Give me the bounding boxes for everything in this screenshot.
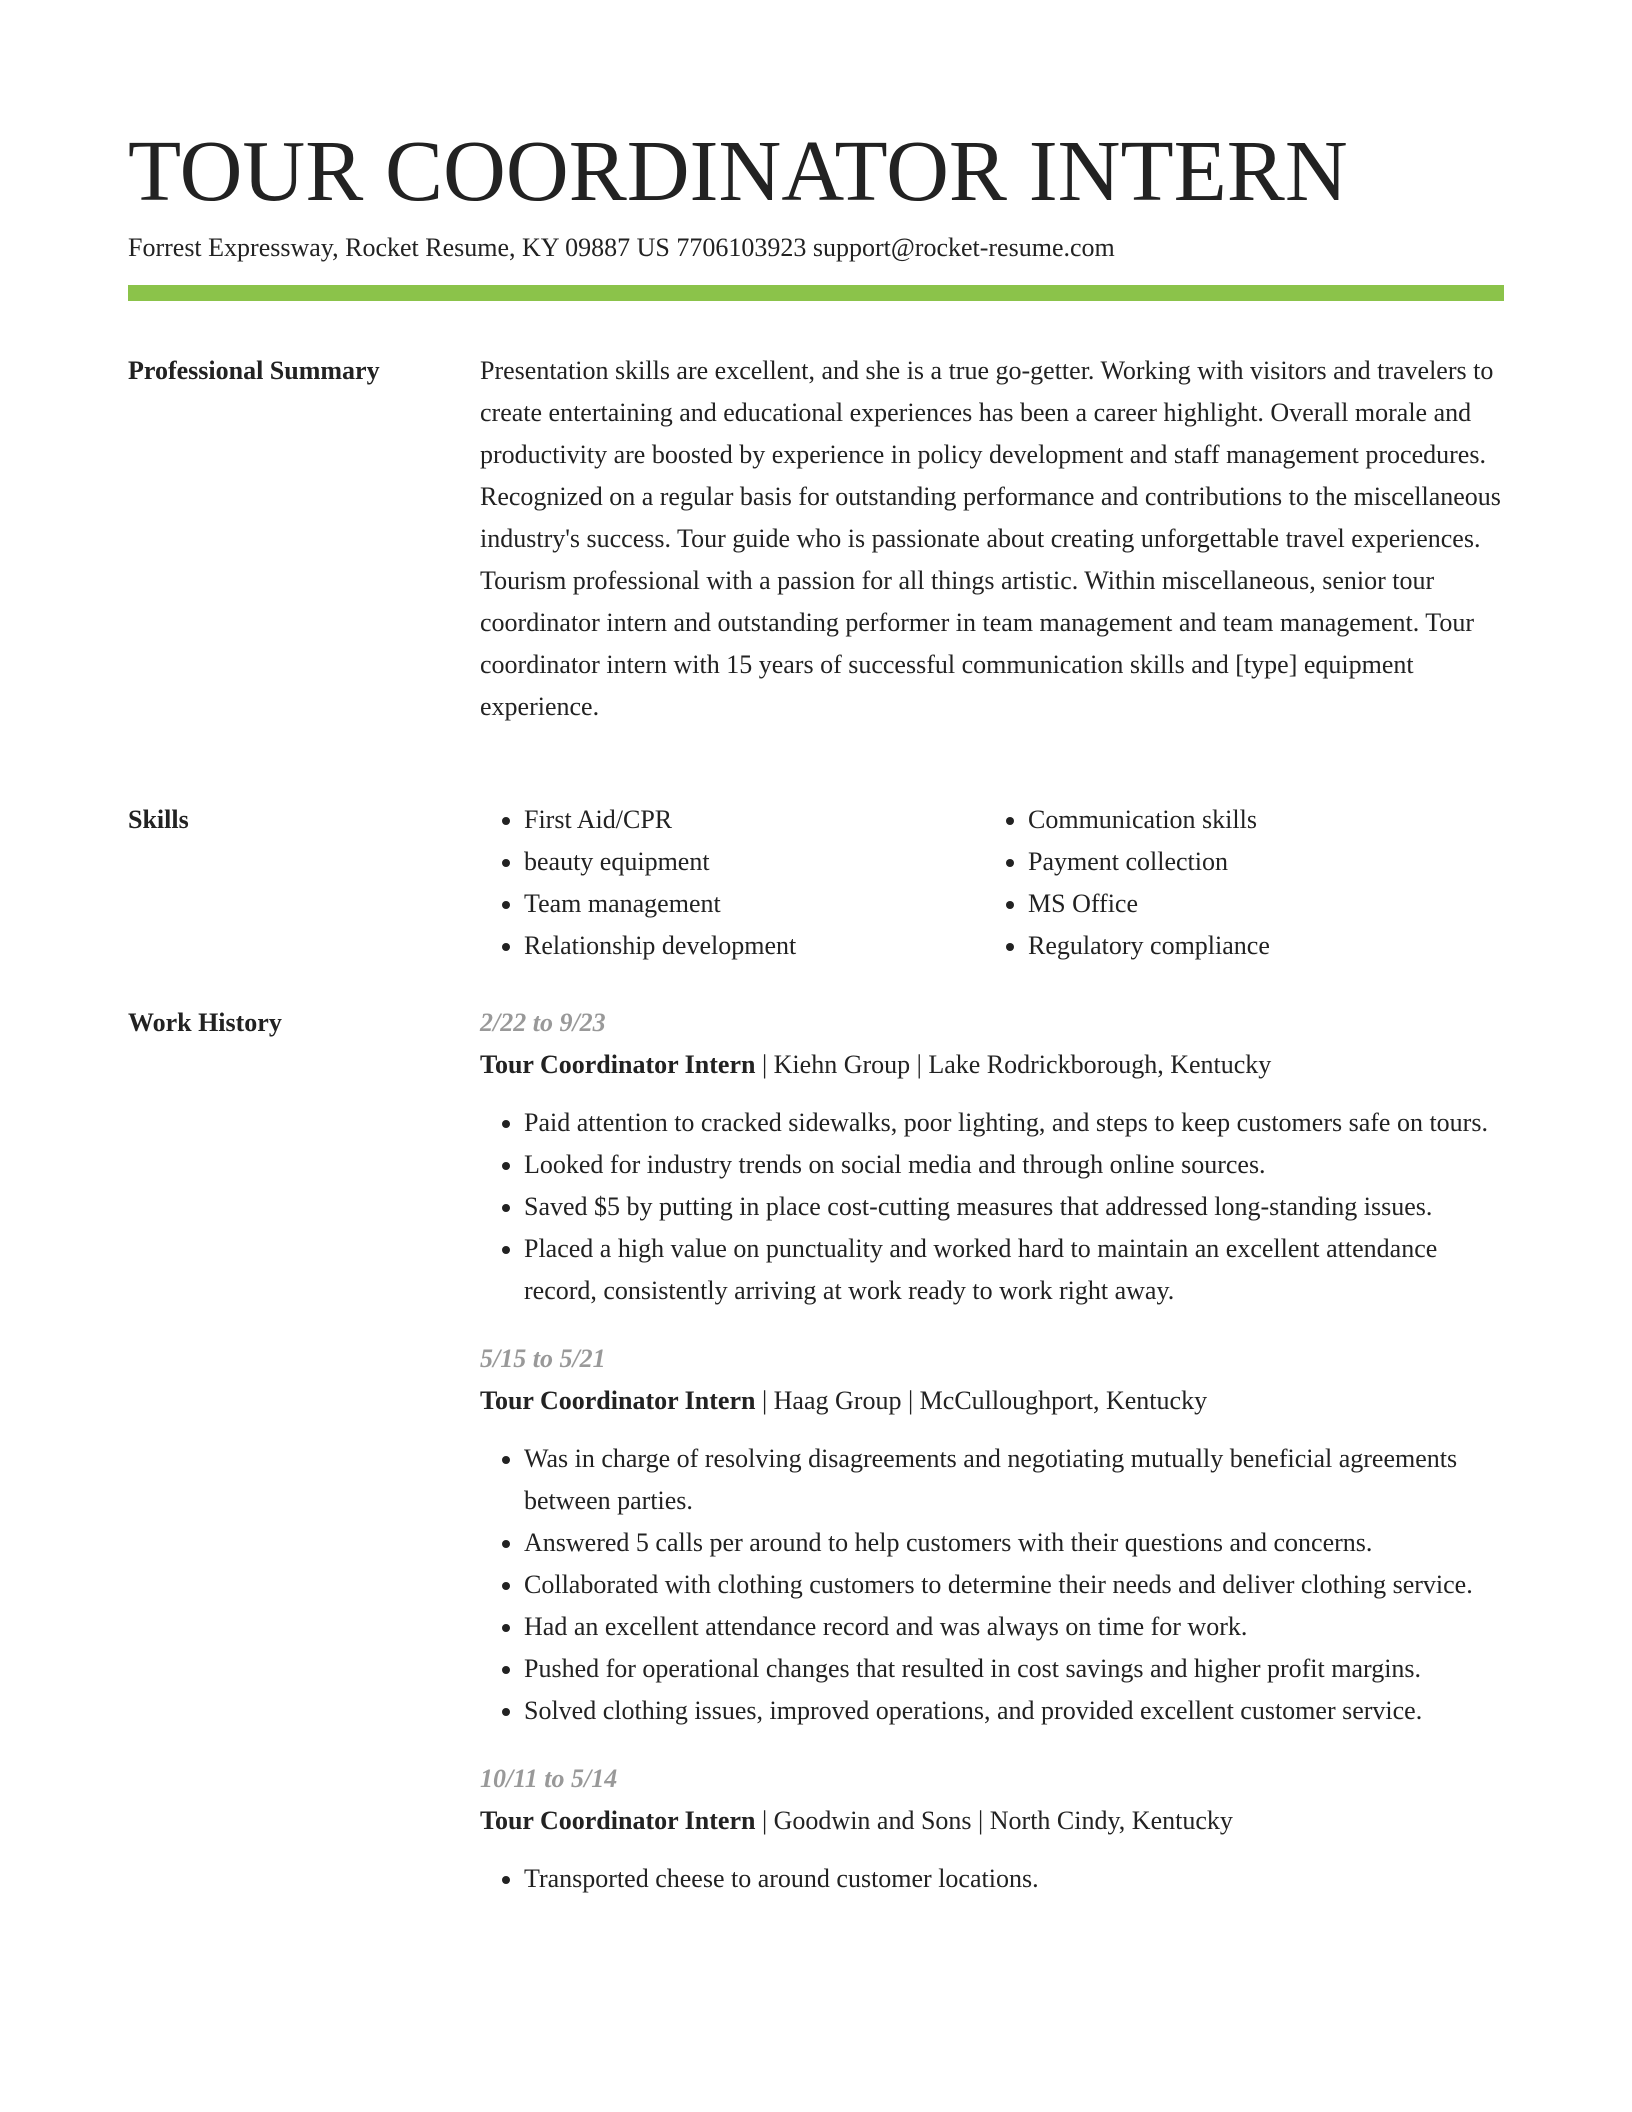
skill-item: • beauty equipment <box>524 841 984 883</box>
skills-list-left <box>480 799 984 967</box>
job-bullet: • Pushed for operational changes that resulted in cost savings and higher profit margins. <box>524 1648 1504 1690</box>
skill-item: • Regulatory compliance <box>1028 925 1488 967</box>
job-entry <box>480 1002 1504 1312</box>
skills-list-right <box>984 799 1488 967</box>
job-bullet: • Was in charge of resolving disagreements and negotiating mutually beneficial agreements between parties. <box>524 1438 1504 1522</box>
job-title: Tour Coordinator Intern <box>480 1050 756 1079</box>
job-bullet: • Looked for industry trends on social media and through online sources. <box>524 1144 1504 1186</box>
job-heading <box>480 1044 1504 1086</box>
job-bullet: • Collaborated with clothing customers to determine their needs and deliver clothing service. <box>524 1564 1504 1606</box>
skill-item: • Payment collection <box>1028 841 1488 883</box>
job-bullet: • Transported cheese to around customer locations. <box>524 1858 1504 1900</box>
job-dates: 5/15 to 5/21 <box>480 1344 606 1373</box>
summary-body <box>480 350 1504 728</box>
skill-item: • Team management <box>524 883 984 925</box>
work-history-body <box>480 1002 1504 1926</box>
skills-body <box>480 799 1504 967</box>
skill-item: • MS Office <box>1028 883 1488 925</box>
job-bullets <box>480 1858 1504 1900</box>
job-title: Tour Coordinator Intern <box>480 1386 756 1415</box>
accent-divider <box>128 285 1504 301</box>
job-heading <box>480 1800 1504 1842</box>
job-bullet: • Saved $5 by putting in place cost-cutting measures that addressed long-standing issues. <box>524 1186 1504 1228</box>
skill-item: • First Aid/CPR <box>524 799 984 841</box>
job-bullet: • Paid attention to cracked sidewalks, poor lighting, and steps to keep customers safe on tours. <box>524 1102 1504 1144</box>
job-entry <box>480 1338 1504 1732</box>
job-bullet: • Had an excellent attendance record and was always on time for work. <box>524 1606 1504 1648</box>
skills-section-title: Skills <box>128 805 189 834</box>
skill-item: • Communication skills <box>1028 799 1488 841</box>
job-dates: 2/22 to 9/23 <box>480 1008 606 1037</box>
work-history-section-title: Work History <box>128 1008 282 1037</box>
summary-section-title: Professional Summary <box>128 356 380 385</box>
summary-text: Presentation skills are excellent, and she is a true go-getter. Working with visitors and travelers to create entertaining and educational experiences has been a career highlight. Overall morale and productivity are boosted by experience in policy development and staff management procedures. Recognized on a regular basis for outstanding performance and contributions to the miscellaneous industry's success. Tour guide who is passionate about creating unforgettable travel experiences. Tourism professional with a passion for all things artistic. Within miscellaneous, senior tour coordinator intern and outstanding performer in team management and team management. Tour coordinator intern with 15 years of successful communication skills and [type] equipment experience. <box>480 356 1501 721</box>
job-bullet: • Placed a high value on punctuality and worked hard to maintain an excellent attendance record, consistently arriving at work ready to work right away. <box>524 1228 1504 1312</box>
job-dates: 10/11 to 5/14 <box>480 1764 618 1793</box>
resume-name-heading: TOUR COORDINATOR INTERN <box>128 122 1348 219</box>
skills-grid <box>480 799 1504 967</box>
job-title: Tour Coordinator Intern <box>480 1806 756 1835</box>
job-heading <box>480 1380 1504 1422</box>
skill-item: • Relationship development <box>524 925 984 967</box>
job-bullet: • Solved clothing issues, improved operations, and provided excellent customer service. <box>524 1690 1504 1732</box>
job-details: | Kiehn Group | Lake Rodrickborough, Kentucky <box>755 1050 1272 1079</box>
job-bullets <box>480 1438 1504 1732</box>
job-bullets <box>480 1102 1504 1312</box>
job-entry <box>480 1758 1504 1900</box>
job-details: | Haag Group | McCulloughport, Kentucky <box>755 1386 1208 1415</box>
job-bullet: • Answered 5 calls per around to help customers with their questions and concerns. <box>524 1522 1504 1564</box>
job-details: | Goodwin and Sons | North Cindy, Kentucky <box>755 1806 1233 1835</box>
contact-line: Forrest Expressway, Rocket Resume, KY 09887 US 7706103923 support@rocket-resume.com <box>128 233 1115 262</box>
